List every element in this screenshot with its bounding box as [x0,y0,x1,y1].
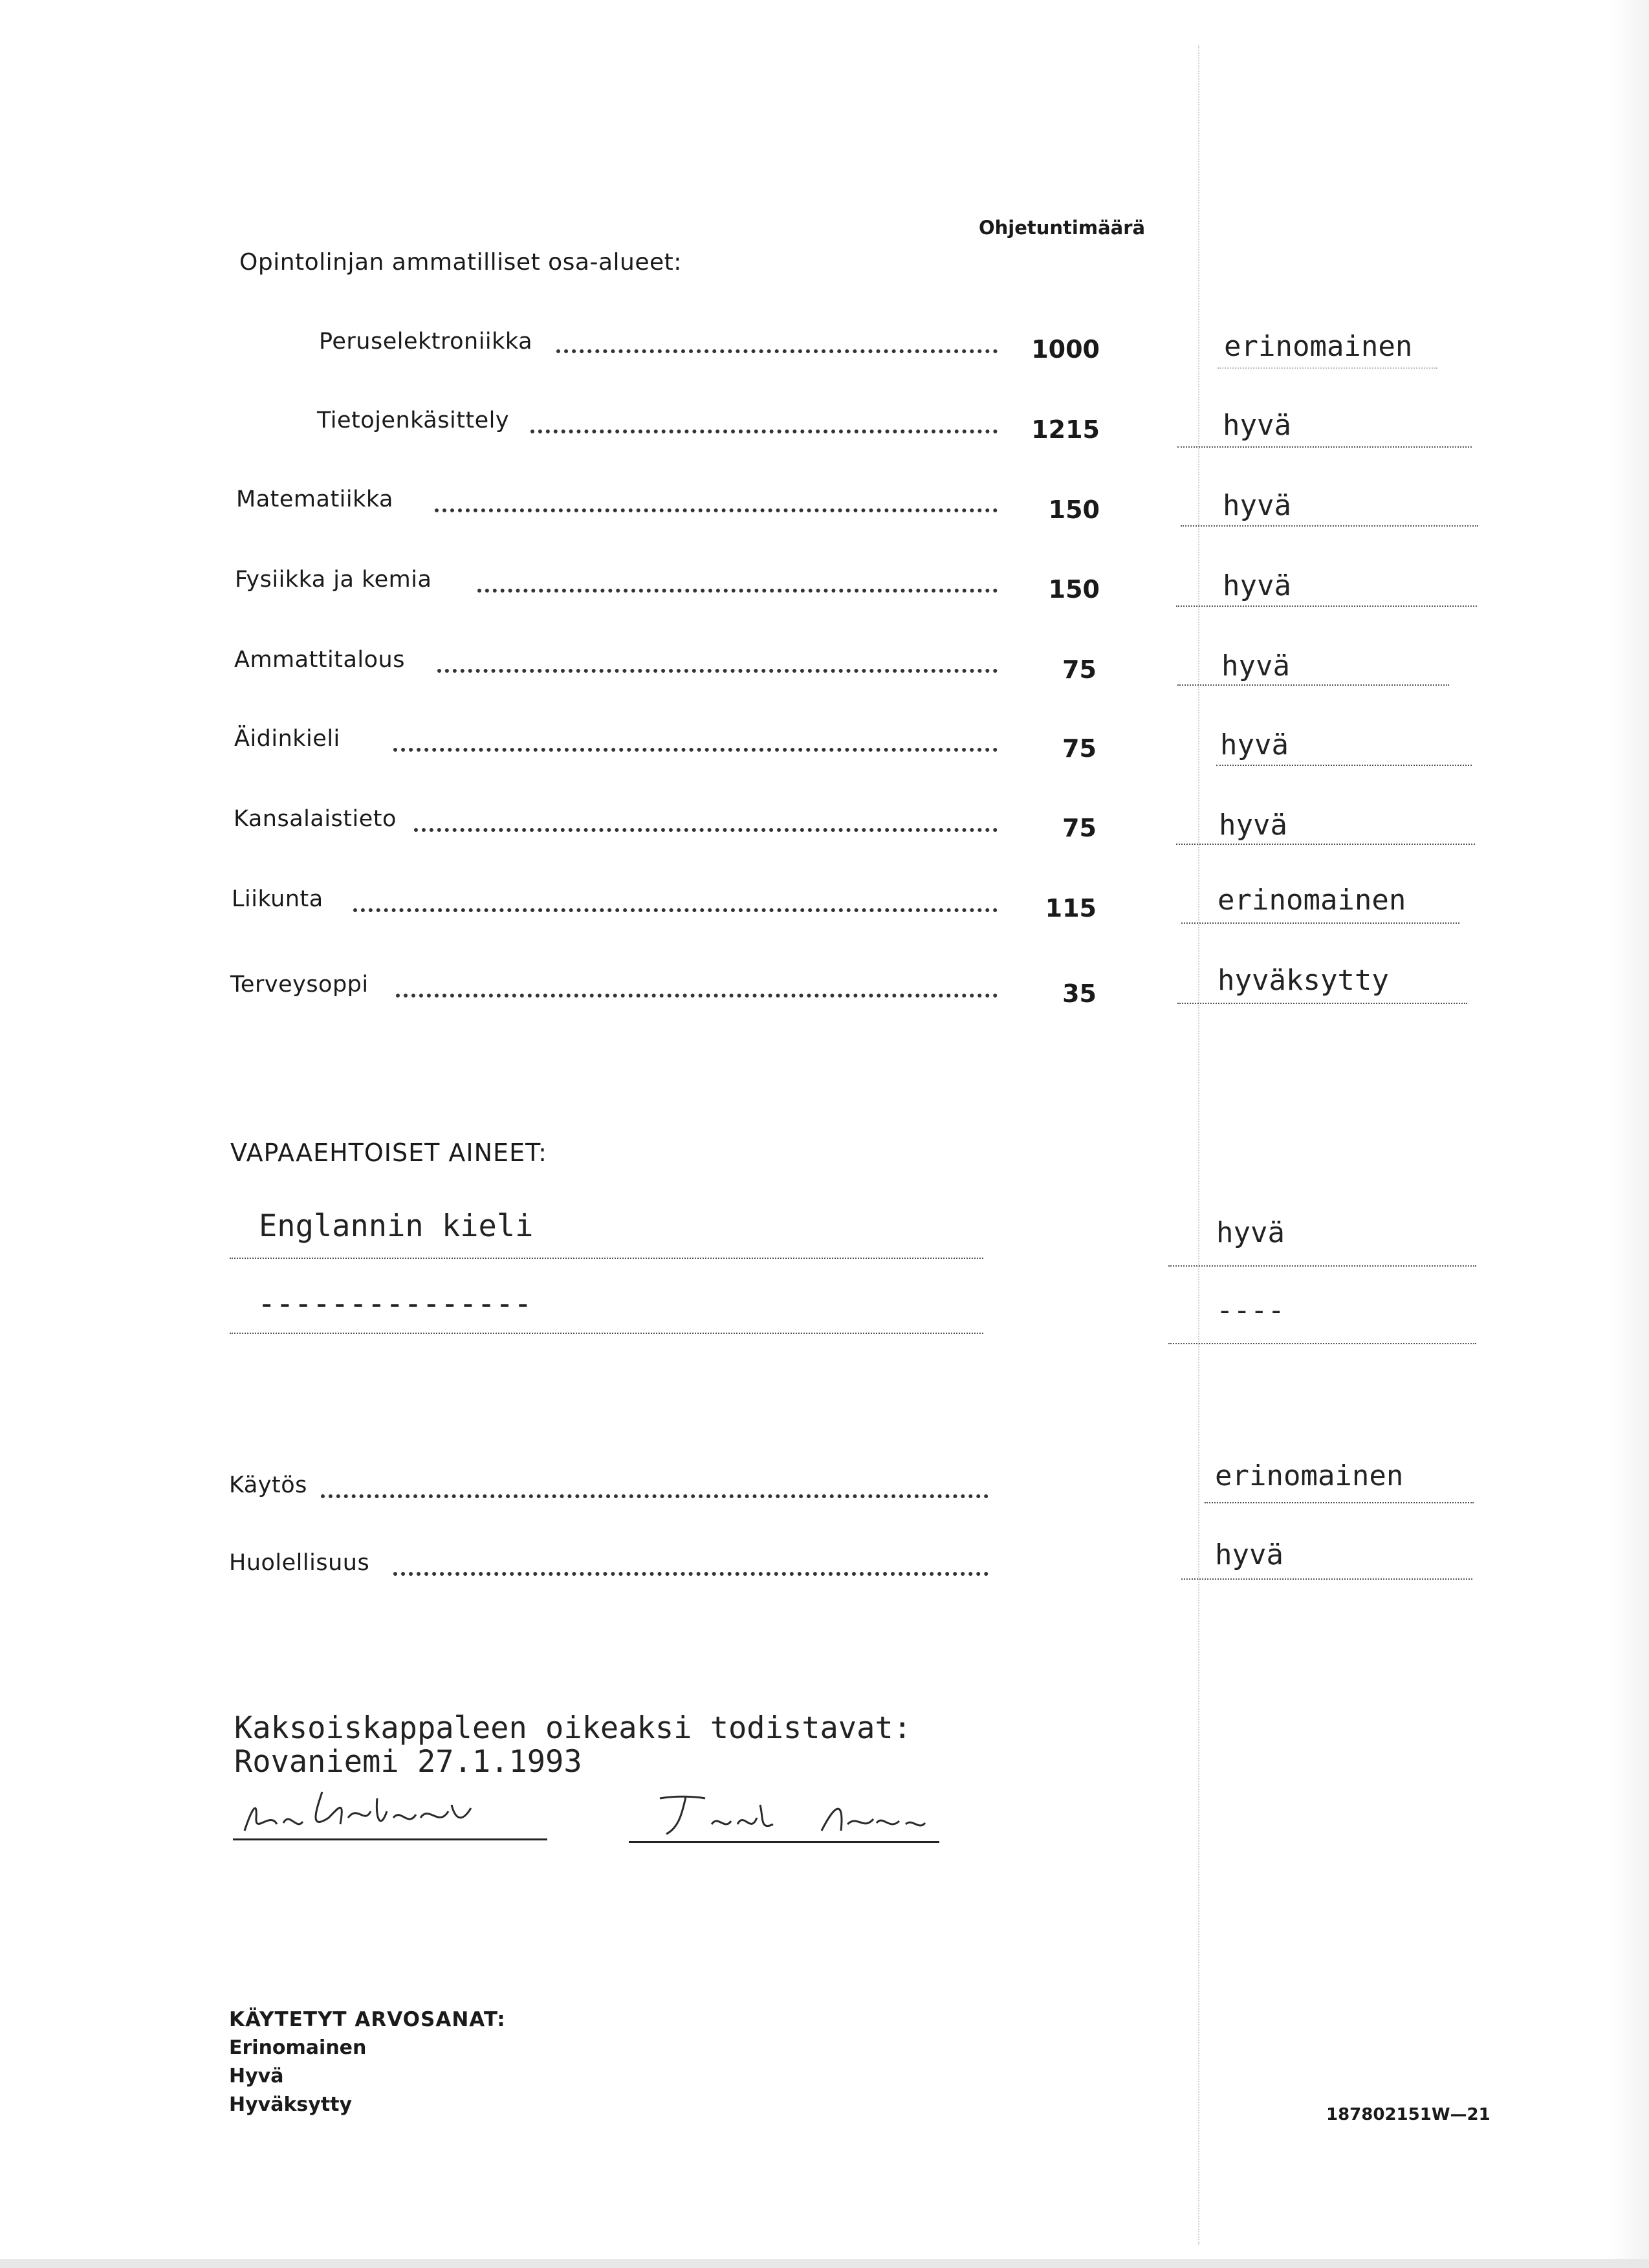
grade-line [1205,1502,1474,1503]
subject-grade: hyvä [1221,649,1290,682]
grade-line [1176,605,1477,607]
conduct-name: Huolellisuus [229,1550,370,1576]
grade-line [1181,922,1459,924]
leader-dots [414,828,998,832]
signature-line-1 [233,1838,547,1840]
form-code: 187802151W—21 [1326,2105,1491,2124]
grades-legend-item: Hyvä [229,2065,284,2088]
hours-heading: Ohjetuntimäärä [979,217,1146,239]
grades-legend-title: KÄYTETYT ARVOSANAT: [229,2008,506,2031]
grade-line [1216,765,1472,766]
conduct-grade: hyvä [1215,1538,1283,1571]
leader-dots [435,508,998,512]
grade-line [1177,684,1449,686]
subject-name: Matematiikka [236,486,393,512]
fold-line [1198,45,1199,2245]
leader-dots [393,1572,988,1576]
grade-line [1181,1578,1472,1580]
grade-line [1176,844,1475,845]
leader-dots [477,589,998,593]
subject-grade: hyväksytty [1218,964,1389,997]
grade-line [1177,1003,1467,1004]
subject-grade: hyvä [1223,409,1291,442]
leader-dots [437,669,998,673]
grade-line [1177,446,1472,448]
leader-dots [556,349,998,353]
grades-legend-item: Erinomainen [229,2036,367,2059]
optional-title: VAPAAEHTOISET AINEET: [230,1139,547,1167]
leader-dots [393,748,998,752]
optional-subject-grade: hyvä [1216,1216,1285,1249]
scan-edge [1610,0,1649,2268]
subject-line [230,1333,983,1334]
subject-name: Äidinkieli [234,726,340,752]
grade-line [1168,1265,1476,1267]
subject-name: Kansalaistieto [234,806,397,832]
subject-name: Ammattitalous [234,647,405,673]
subject-name: Tietojenkäsittely [317,408,510,433]
subject-line [230,1258,983,1259]
optional-subject-name: Englannin kieli [259,1208,534,1244]
subject-name: Liikunta [232,886,323,912]
signature-1 [232,1772,549,1844]
optional-subject-grade: ---- [1216,1294,1285,1327]
subject-hours: 75 [1062,734,1097,763]
subject-hours: 1000 [1031,335,1100,364]
subject-hours: 75 [1062,814,1097,842]
subject-hours: 150 [1048,575,1100,604]
subject-hours: 1215 [1031,415,1100,444]
leader-dots [321,1494,988,1498]
conduct-name: Käytös [229,1472,307,1498]
optional-subject-name: --------------- [257,1286,532,1322]
grade-line [1181,525,1478,527]
subject-grade: hyvä [1223,569,1291,602]
grades-legend-item: Hyväksytty [229,2093,353,2116]
subject-grade: erinomainen [1224,330,1413,363]
subject-grade: erinomainen [1218,884,1406,917]
certification-place-date: Rovaniemi 27.1.1993 [234,1744,582,1780]
subject-grade: hyvä [1223,489,1291,522]
conduct-grade: erinomainen [1215,1459,1404,1492]
subject-hours: 35 [1062,979,1097,1008]
scan-edge-bottom [0,2259,1649,2268]
grade-line [1168,1343,1476,1344]
subject-grade: hyvä [1219,809,1287,842]
signature-2 [628,1779,938,1844]
leader-dots [396,994,998,998]
section-title: Opintolinjan ammatilliset osa-alueet: [239,249,682,276]
leader-dots [530,430,998,433]
leader-dots [353,908,998,912]
subject-hours: 75 [1062,655,1097,684]
signature-line-2 [629,1841,939,1843]
subject-name: Fysiikka ja kemia [235,567,432,593]
certification-text: Kaksoiskappaleen oikeaksi todistavat: [234,1710,912,1746]
subject-name: Peruselektroniikka [319,329,533,354]
subject-hours: 115 [1045,894,1097,922]
grade-line [1218,367,1437,369]
subject-hours: 150 [1048,496,1100,524]
subject-grade: hyvä [1220,728,1289,761]
subject-name: Terveysoppi [230,972,369,998]
